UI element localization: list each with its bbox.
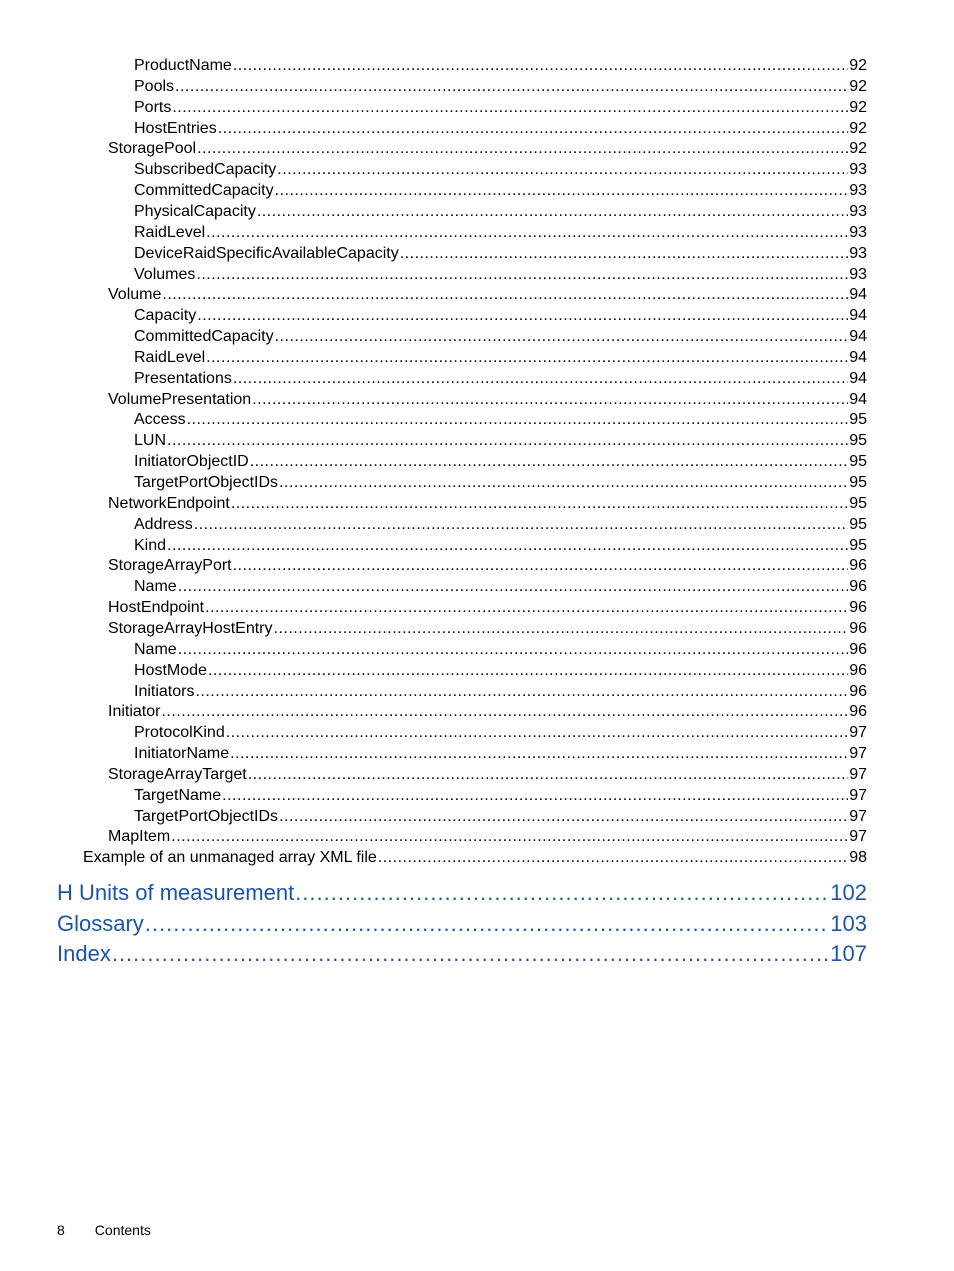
toc-entry-title: HostMode (134, 661, 207, 679)
toc-entry-title: Volume (108, 286, 162, 304)
toc-entry-page: 102 (830, 880, 867, 905)
toc-entry-page: 98 (849, 849, 867, 867)
toc-dot-leader (178, 639, 849, 660)
toc-entry[interactable] (108, 618, 867, 639)
toc-entry[interactable] (134, 535, 867, 556)
toc-dot-leader (161, 701, 848, 722)
toc-entry-page: 107 (830, 941, 867, 966)
toc-entry-title: InitiatorName (134, 745, 230, 763)
toc-entry-page: 97 (849, 724, 867, 742)
toc-dot-leader (187, 409, 849, 430)
toc-entry[interactable] (134, 76, 867, 97)
toc-entry-page: 93 (849, 161, 867, 179)
toc-entry-title: SubscribedCapacity (134, 161, 277, 179)
toc-entry-title: HostEndpoint (108, 599, 205, 617)
toc-dot-leader (274, 618, 849, 639)
toc-entry-page: 95 (849, 411, 867, 429)
toc-entry-page: 97 (849, 765, 867, 783)
toc-entry-page: 92 (849, 140, 867, 158)
toc-entry-page: 93 (849, 202, 867, 220)
toc-entry-page: 97 (849, 828, 867, 846)
toc-dot-leader (167, 430, 848, 451)
toc-entry[interactable] (108, 138, 867, 159)
toc-entry-title: RaidLevel (134, 223, 206, 241)
toc-entry[interactable] (134, 806, 867, 827)
toc-entry-page: 94 (849, 390, 867, 408)
toc-entry[interactable] (134, 264, 867, 285)
toc-entry-page: 96 (849, 640, 867, 658)
toc-entry-title: Name (134, 640, 177, 658)
toc-entry-title: Access (134, 411, 186, 429)
toc-dot-leader (206, 222, 848, 243)
toc-entry[interactable] (134, 347, 867, 368)
toc-entry-page: 92 (849, 98, 867, 116)
toc-entry[interactable] (134, 305, 867, 326)
toc-entry[interactable] (134, 785, 867, 806)
toc-entry-page: 96 (849, 578, 867, 596)
toc-entry-title: StoragePool (108, 140, 197, 158)
toc-entry-page: 96 (849, 619, 867, 637)
toc-dot-leader (275, 326, 849, 347)
toc-entry[interactable] (108, 284, 867, 305)
toc-entry[interactable] (134, 722, 867, 743)
toc-dot-leader (208, 660, 848, 681)
toc-entry-page: 94 (849, 328, 867, 346)
toc-entry[interactable] (134, 660, 867, 681)
toc-entry-title: VolumePresentation (108, 390, 252, 408)
toc-entry[interactable] (134, 409, 867, 430)
toc-entry[interactable] (134, 576, 867, 597)
toc-entry-page: 93 (849, 244, 867, 262)
toc-entry-title: Ports (134, 98, 172, 116)
toc-entry-title: StorageArrayTarget (108, 765, 247, 783)
toc-entry-title: TargetName (134, 786, 222, 804)
toc-entry-title: Capacity (134, 307, 197, 325)
toc-entry-title: MapItem (108, 828, 171, 846)
toc-entry-page: 94 (849, 307, 867, 325)
toc-dot-leader (194, 514, 849, 535)
toc-entry-page: 93 (849, 182, 867, 200)
toc-dot-leader (400, 243, 848, 264)
toc-dot-leader (250, 451, 848, 472)
toc-entry-page: 97 (849, 745, 867, 763)
toc-dot-leader (218, 118, 849, 139)
toc-dot-leader (277, 159, 848, 180)
toc-entry[interactable] (108, 701, 867, 722)
toc-entry-page: 95 (849, 453, 867, 471)
toc-dot-leader (172, 97, 848, 118)
toc-dot-leader (112, 939, 829, 969)
toc-chapter-link[interactable] (57, 939, 867, 969)
toc-entry[interactable] (134, 514, 867, 535)
toc-entry-page: 94 (849, 286, 867, 304)
toc-entry[interactable] (134, 55, 867, 76)
toc-entry-title: DeviceRaidSpecificAvailableCapacity (134, 244, 399, 262)
toc-entry[interactable] (108, 389, 867, 410)
toc-dot-leader (175, 76, 848, 97)
toc-entry-title: Pools (134, 77, 175, 95)
page-footer (57, 1222, 151, 1238)
toc-entry-title: Example of an unmanaged array XML file (83, 849, 377, 867)
toc-entry-title: TargetPortObjectIDs (134, 807, 279, 825)
toc-entry-page: 95 (849, 494, 867, 512)
toc-dot-leader (233, 55, 848, 76)
toc-entry[interactable] (134, 430, 867, 451)
toc-dot-leader (206, 347, 848, 368)
toc-entry-page: 97 (849, 807, 867, 825)
toc-dot-leader (205, 597, 848, 618)
toc-entry[interactable] (134, 368, 867, 389)
toc-entry-page: 92 (849, 119, 867, 137)
toc-entry-title: CommittedCapacity (134, 182, 274, 200)
toc-dot-leader (226, 722, 848, 743)
toc-entry-page: 94 (849, 369, 867, 387)
toc-entry[interactable] (134, 222, 867, 243)
toc-entry-title: ProtocolKind (134, 724, 225, 742)
toc-entry-page: 95 (849, 515, 867, 533)
toc-entry-title: Glossary (57, 910, 144, 936)
toc-entry[interactable] (108, 826, 867, 847)
toc-entry-page: 93 (849, 265, 867, 283)
toc-entry-page: 92 (849, 77, 867, 95)
toc-entry-title: HostEntries (134, 119, 217, 137)
toc-entry-page: 97 (849, 786, 867, 804)
toc-entry[interactable] (134, 639, 867, 660)
toc-entry-title: TargetPortObjectIDs (134, 474, 279, 491)
toc-dot-leader (233, 368, 848, 389)
toc-entry-page: 96 (849, 682, 867, 700)
toc-dot-leader (378, 847, 848, 868)
toc-dot-leader (145, 909, 829, 939)
toc-entry-page: 95 (849, 474, 867, 491)
footer-section-title: Contents (94, 1222, 151, 1238)
toc-entry-title: Initiators (134, 682, 195, 700)
toc-entry[interactable] (108, 597, 867, 618)
toc-dot-leader (275, 180, 849, 201)
toc-entry-title: LUN (134, 432, 167, 450)
footer-page-number: 8 (57, 1222, 65, 1238)
toc-entry-page: 94 (849, 348, 867, 366)
toc-entry-title: Presentations (134, 369, 232, 387)
toc-chapter-link[interactable] (57, 878, 867, 908)
toc-entry-page: 96 (849, 661, 867, 679)
toc-entry[interactable] (108, 764, 867, 785)
toc-dot-leader (233, 555, 849, 576)
toc-entry-title: StorageArrayHostEntry (108, 619, 273, 637)
toc-entry-title: ProductName (134, 57, 232, 74)
toc-entry-page: 95 (849, 432, 867, 450)
toc-entry-page: 96 (849, 557, 867, 575)
toc-entry[interactable] (134, 118, 867, 139)
toc-entry[interactable] (108, 493, 867, 514)
toc-entry-title: InitiatorObjectID (134, 453, 249, 471)
toc-entry[interactable] (134, 472, 867, 493)
toc-dot-leader (295, 878, 829, 908)
toc-entry-title: H Units of measurement (57, 880, 295, 905)
toc-dot-leader (196, 264, 848, 285)
toc-entry-title: StorageArrayPort (108, 557, 232, 575)
toc-dot-leader (162, 284, 848, 305)
toc-dot-leader (279, 806, 848, 827)
toc-entry[interactable] (134, 326, 867, 347)
toc-dot-leader (178, 576, 849, 597)
toc-chapter-link[interactable] (57, 909, 867, 939)
toc-entry[interactable] (83, 847, 867, 868)
toc-entry-title: Initiator (108, 703, 161, 721)
toc-entry-title: Address (134, 515, 193, 533)
toc-dot-leader (197, 305, 848, 326)
toc-dot-leader (231, 493, 848, 514)
toc-entry[interactable] (108, 555, 867, 576)
toc-dot-leader (222, 785, 848, 806)
toc-dot-leader (248, 764, 848, 785)
toc-dot-leader (279, 472, 848, 493)
toc-entry-page: 95 (849, 536, 867, 554)
toc-entry-title: CommittedCapacity (134, 328, 274, 346)
toc-entry-page: 96 (849, 703, 867, 721)
toc-entry[interactable] (134, 97, 867, 118)
toc-dot-leader (257, 201, 848, 222)
toc-entry-title: Name (134, 578, 177, 596)
toc-dot-leader (171, 826, 848, 847)
toc-entry[interactable] (134, 201, 867, 222)
toc-entry-title: Kind (134, 536, 167, 554)
toc-entry[interactable] (134, 681, 867, 702)
toc-entry[interactable] (134, 451, 867, 472)
toc-entry-title: RaidLevel (134, 348, 206, 366)
toc-entry-title: NetworkEndpoint (108, 494, 230, 512)
toc-entry[interactable] (134, 159, 867, 180)
toc-entry-page: 96 (849, 599, 867, 617)
toc-entry[interactable] (134, 743, 867, 764)
toc-entry-page: 92 (849, 57, 867, 74)
toc-entry-page: 103 (830, 910, 867, 936)
toc-entry-title: Volumes (134, 265, 196, 283)
toc-dot-leader (230, 743, 848, 764)
toc-dot-leader (197, 138, 848, 159)
toc-dot-leader (195, 681, 848, 702)
toc-entry-title: Index (57, 941, 111, 966)
toc-entry-page: 93 (849, 223, 867, 241)
toc-entry[interactable] (134, 243, 867, 264)
toc-entry[interactable] (134, 180, 867, 201)
toc-dot-leader (252, 389, 848, 410)
toc-dot-leader (167, 535, 848, 556)
toc-entry-title: PhysicalCapacity (134, 202, 256, 220)
